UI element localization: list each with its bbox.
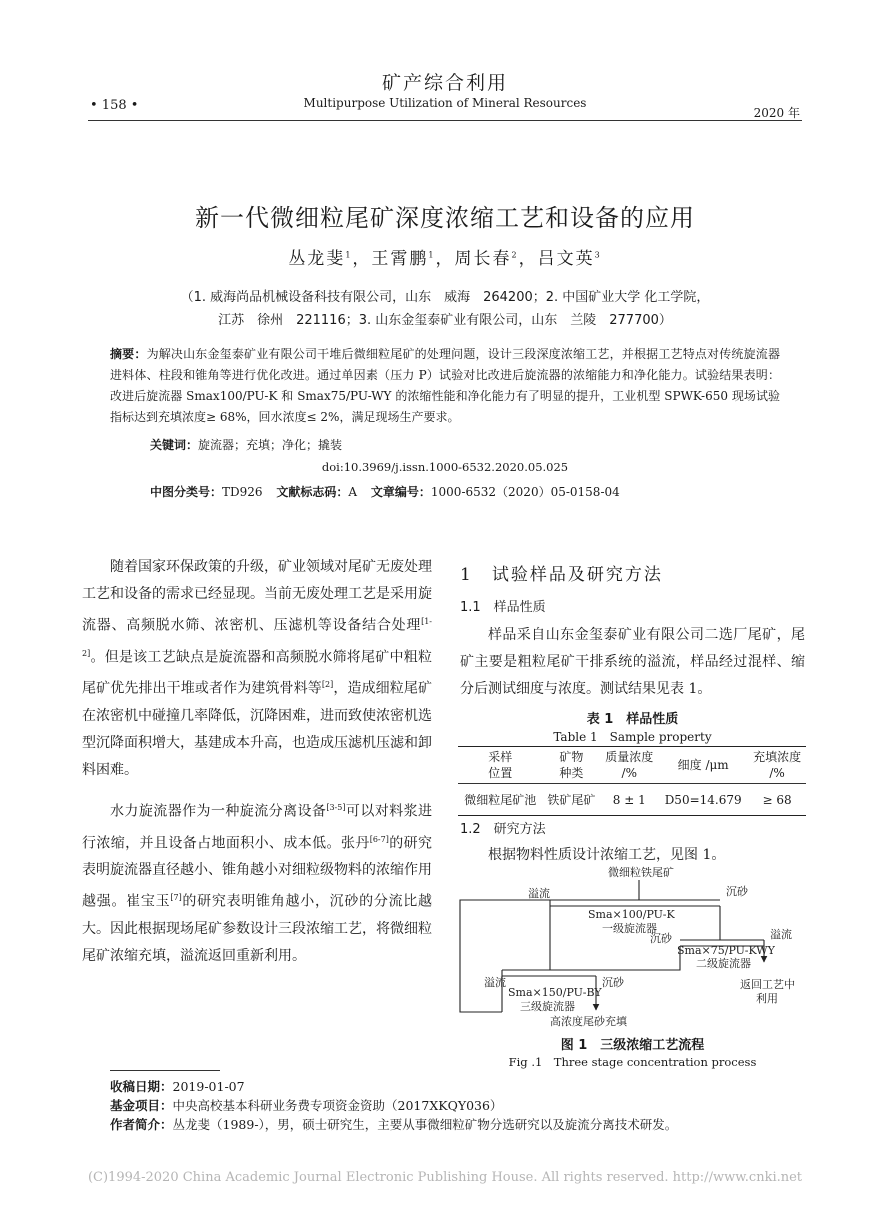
clc-value: TD926 [222,485,263,499]
table-header-cell: 细度 /μm [658,747,748,784]
return-label: 返回工艺中 [740,978,795,991]
feed-label: 微细粒铁尾矿 [608,866,674,879]
stage2-name: 二级旋流器 [696,957,751,970]
body-paragraph [82,794,432,970]
citation[interactable]: [7] [170,893,182,903]
footnote-text: 丛龙斐（1989-），男，硕士研究生，主要从事微细粒矿物分选研究以及旋流分离技术研发。 [172,1117,678,1132]
body-left-column [82,554,432,980]
author-name: 周长春 [454,249,512,269]
stage3-overflow-label: 溢流 [484,976,506,989]
return-label: 利用 [756,992,778,1005]
author-list [0,244,890,269]
body-paragraph: 根据物料性质设计浓缩工艺，见图 1。 [488,847,726,863]
process-flow-diagram [450,862,810,1034]
body-text: 。但是该工艺缺点是旋流器和高频脱水筛将尾矿中粗粒尾矿优先排出干堆或者作为建筑骨料等 [82,649,432,697]
doc-code-value: A [348,485,358,499]
stage3-model: Sma×150/PU-BY [508,986,602,999]
table-header-cell: 矿物 种类 [543,747,601,784]
article-number-label: 文章编号： [370,485,431,499]
author-name: 王霄鹏 [371,249,429,269]
header-divider [88,120,802,121]
body-text: ，造成细粒尾矿在浓密机中碰撞几率降低，沉降困难，进而致使浓密机选型沉降面积增大，基建成本升高，也造成压滤机压滤和卸料困难。 [82,680,433,778]
keywords-label: 关键词： [150,438,199,452]
stage1-underflow-label: 沉砂 [726,885,748,898]
author-affil-mark: 1 [345,250,353,260]
stage2-underflow-label: 沉砂 [650,932,672,945]
footnote-divider [110,1070,220,1071]
table-header-cell: 充填浓度 /% [748,747,806,784]
abstract-label: 摘要： [110,347,147,361]
table-caption-en: Table 1 Sample property [553,730,712,744]
table-cell: 铁矿尾矿 [543,784,601,816]
citation[interactable]: [6-7] [369,834,389,844]
doc-code-label: 文献标志码： [276,485,349,499]
classification-meta [150,483,620,500]
table-header-row [458,747,806,784]
body-text: 随着国家环保政策的升级，矿业领域对尾矿无废处理工艺和设备的需求已经显现。当前无废处理工艺是采用旋流器、高频脱水筛、浓密机、压滤机等设备结合处理 [82,559,432,634]
doi[interactable]: doi:10.3969/j.issn.1000-6532.2020.05.025 [321,460,569,474]
body-text: 可以对料浆进行浓缩，并且设备占地面积小、成本低。张丹 [82,803,433,852]
clc-label: 中图分类号： [150,485,223,499]
table-cell: D50=14.679 [658,784,748,816]
author-affil-mark: 2 [511,250,519,260]
author-separator: ， [352,249,372,269]
journal-title-en: Multipurpose Utilization of Mineral Resources [303,96,587,110]
footnote-text: 中央高校基本科研业务费专项资金资助（2017XKQY036） [172,1098,503,1113]
abstract-text: 为解决山东金玺泰矿业有限公司干堆后微细粒尾矿的处理问题，设计三段深度浓缩工艺，并根据工艺特点对传统旋流器进料体、柱段和锥角等进行优化改进。通过单因素（压力 P）试验对比改进后旋流器的浓缩能力和净化能力。试验结果表明：改进后旋流器 Smax100/PU-K 和 Smax75/PU-WY 的浓缩性能和净化能力有了明显的提升，工业机型 SPWK-650 现场试验指标达到充填浓度≥ 68%，回水浓度≤ 2%，满足现场生产要求。 [110,347,780,424]
article-title: 新一代微细粒尾矿深度浓缩工艺和设备的应用 [195,204,695,232]
citation[interactable]: [3-5] [326,802,346,812]
affiliation-line: （1. 威海尚品机械设备科技有限公司，山东 威海 264200；2. 中国矿业大学 化工学院， [180,290,710,305]
stage2-model: Sma×75/PU-KWY [677,944,775,957]
product-label: 高浓度尾砂充填 [550,1015,627,1028]
footnote-fund [110,1097,502,1115]
stage2-underflow-line [596,946,680,970]
section-heading: 1 试验样品及研究方法 [460,565,663,585]
footnote-received [110,1078,245,1096]
affiliation-line: 江苏 徐州 221116；3. 山东金玺泰矿业有限公司，山东 兰陵 277700） [218,313,672,328]
footnote-label: 基金项目： [110,1098,173,1113]
body-text: 水力旋流器作为一种旋流分离设备 [110,803,327,820]
table-row [458,784,806,816]
stage3-name: 三级旋流器 [520,1000,575,1013]
table-header-cell: 质量浓度 /% [600,747,658,784]
author-affil-mark: 3 [594,250,602,260]
table-cell: 微细粒尾矿池 [458,784,543,816]
table-cell: 8 ± 1 [600,784,658,816]
stage1-overflow-label: 溢流 [528,887,550,900]
figure-caption-en: Fig .1 Three stage concentration process [508,1055,757,1069]
journal-title-cn: 矿产综合利用 [381,72,508,94]
footnote-author [110,1116,677,1134]
table-cell: ≥ 68 [748,784,806,816]
author-name: 丛龙斐 [288,249,346,269]
copyright-watermark: (C)1994-2020 China Academic Journal Electronic Publishing House. All rights reserved. http://www.cnki.net [87,1170,803,1185]
body-text: 的研究表明旋流器直径越小、锥角越小对细粒级物料的浓缩作用越强。崔宝玉 [82,835,433,910]
table-header-cell: 采样 位置 [458,747,543,784]
publication-year: 2020 年 [753,106,800,120]
stage2-overflow-label: 溢流 [770,928,792,941]
footnote-text: 2019-01-07 [172,1079,245,1094]
keywords [150,436,342,453]
subsection-heading: 1.2 研究方法 [460,822,546,837]
author-separator: ， [435,249,455,269]
stage3-underflow-label: 沉砂 [602,976,624,989]
sample-property-table [458,746,806,816]
page-number: • 158 • [90,98,139,113]
stage1-model: Sma×100/PU-K [588,908,675,921]
author-name: 吕文英 [537,249,595,269]
subsection-heading: 1.1 样品性质 [460,600,546,615]
stage1-name: 一级旋流器 [602,922,657,935]
table-caption-cn: 表 1 样品性质 [586,712,679,727]
abstract [110,344,780,428]
author-separator: ， [518,249,538,269]
affiliations [110,286,780,332]
body-paragraph: 样品采自山东金玺泰矿业有限公司二选厂尾矿，尾矿主要是粗粒尾矿干排系统的溢流，样品经过混样、缩分后测试细度与浓度。测试结果见表 1。 [460,627,805,697]
citation[interactable]: [1-2] [82,617,432,658]
citation[interactable]: [2] [321,680,334,690]
body-right-column-1 [460,622,805,703]
author-affil-mark: 1 [428,250,436,260]
article-number-value: 1000-6532（2020）05-0158-04 [430,485,620,499]
figure-caption-cn: 图 1 三级浓缩工艺流程 [560,1038,705,1053]
footnote-label: 作者简介： [110,1117,173,1132]
body-paragraph [82,554,432,784]
footnote-label: 收稿日期： [110,1079,173,1094]
keywords-text: 旋流器；充填；净化；撬装 [198,438,343,452]
body-text: 的研究表明锥角越小，沉砂的分流比越大。因此根据现场尾矿参数设计三段浓缩工艺，将微细粒尾矿浓缩充填，溢流返回重新利用。 [82,893,433,964]
